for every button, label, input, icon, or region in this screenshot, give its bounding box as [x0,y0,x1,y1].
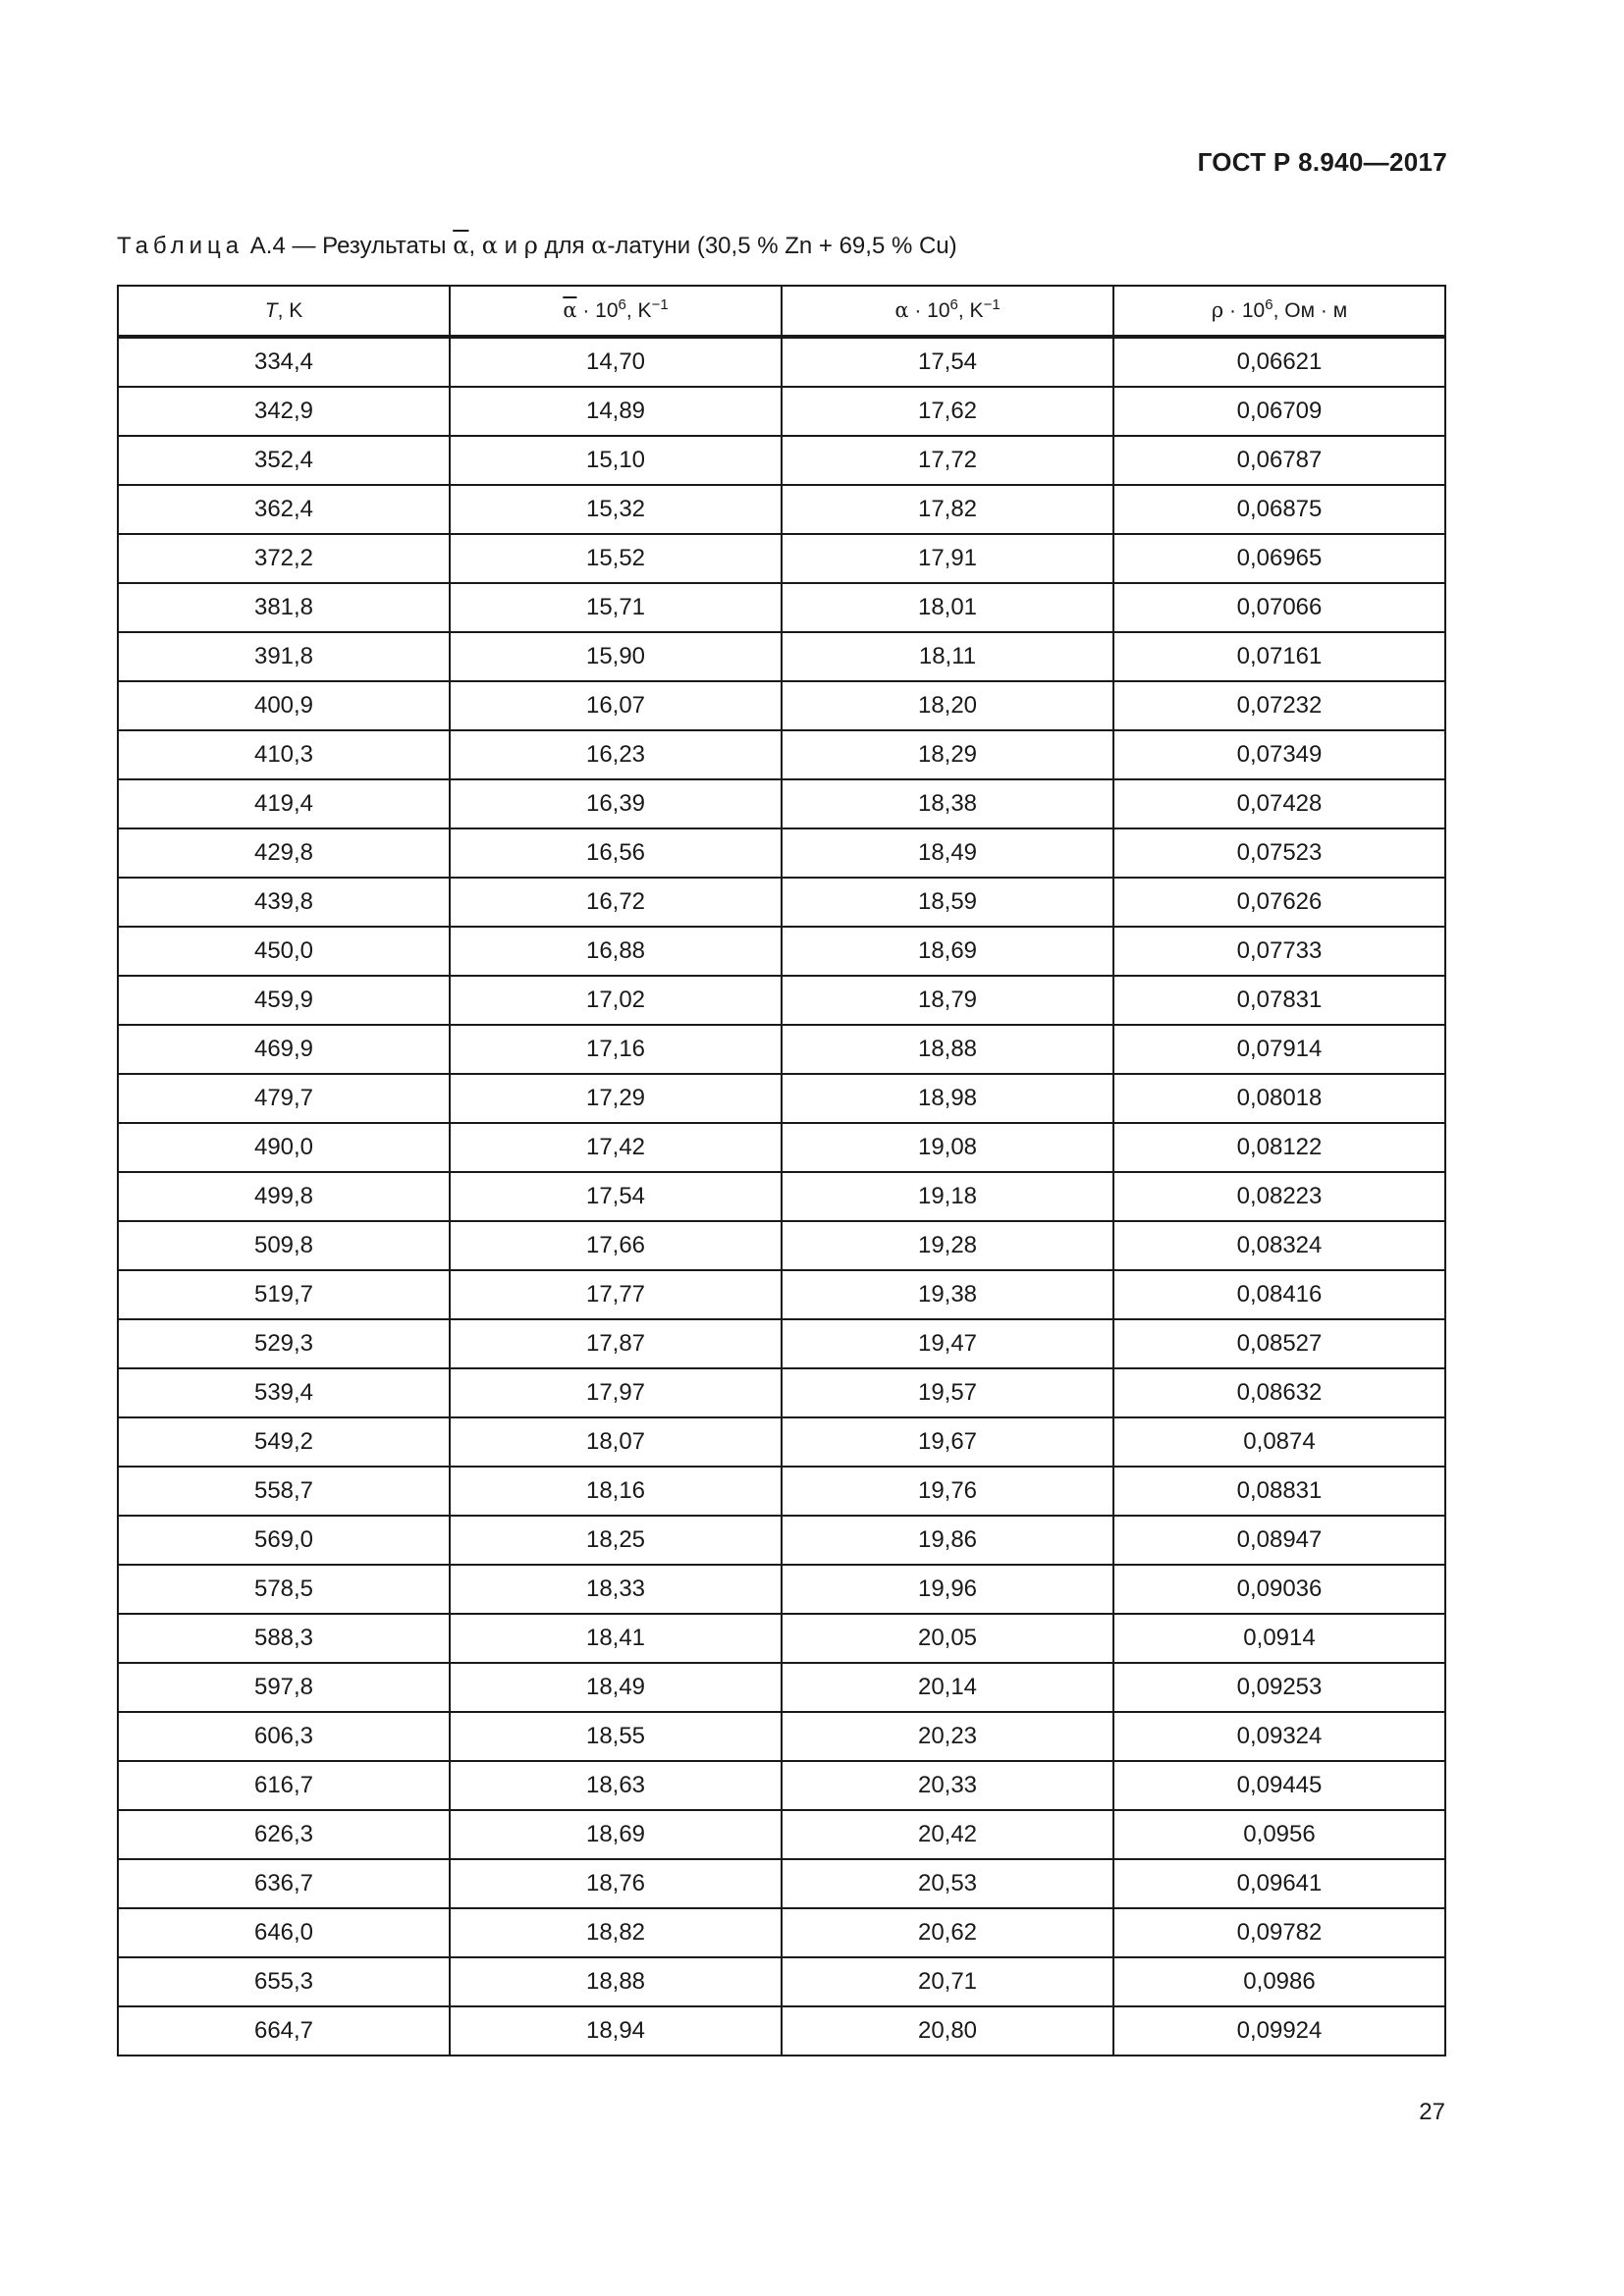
cell-alpha: 20,42 [782,1810,1113,1859]
cell-resistivity: 0,06965 [1113,534,1445,583]
cell-mean-alpha: 14,89 [450,387,782,436]
header-mean-alpha-factor: · 10 [576,299,619,322]
header-alpha-symbol: α [894,298,909,322]
cell-resistivity: 0,06621 [1113,337,1445,387]
table-row [118,927,1445,976]
cell-temperature: 342,9 [118,387,450,436]
cell-temperature: 410,3 [118,730,450,779]
cell-temperature: 578,5 [118,1565,450,1614]
cell-temperature: 597,8 [118,1663,450,1712]
header-temperature-unit: , K [277,298,303,322]
cell-mean-alpha: 16,88 [450,927,782,976]
cell-resistivity: 0,09782 [1113,1908,1445,1957]
cell-mean-alpha: 18,16 [450,1467,782,1516]
cell-temperature: 529,3 [118,1319,450,1368]
header-temperature [118,286,450,337]
cell-alpha: 20,71 [782,1957,1113,2006]
cell-resistivity: 0,08947 [1113,1516,1445,1565]
table-row [118,337,1445,387]
table-row [118,1516,1445,1565]
cell-temperature: 400,9 [118,681,450,730]
cell-alpha: 19,28 [782,1221,1113,1270]
cell-alpha: 18,49 [782,828,1113,878]
cell-resistivity: 0,07733 [1113,927,1445,976]
cell-mean-alpha: 18,41 [450,1614,782,1663]
cell-resistivity: 0,07066 [1113,583,1445,632]
cell-alpha: 17,82 [782,485,1113,534]
cell-alpha: 18,20 [782,681,1113,730]
cell-mean-alpha: 15,71 [450,583,782,632]
cell-mean-alpha: 18,76 [450,1859,782,1908]
table-row [118,1957,1445,2006]
cell-resistivity: 0,09036 [1113,1565,1445,1614]
cell-alpha: 19,96 [782,1565,1113,1614]
cell-temperature: 334,4 [118,337,450,387]
cell-alpha: 19,76 [782,1467,1113,1516]
cell-alpha: 20,62 [782,1908,1113,1957]
table-row [118,828,1445,878]
cell-mean-alpha: 18,82 [450,1908,782,1957]
cell-temperature: 626,3 [118,1810,450,1859]
table-row [118,1712,1445,1761]
cell-mean-alpha: 18,94 [450,2006,782,2056]
cell-mean-alpha: 17,87 [450,1319,782,1368]
caption-conj: и [504,233,518,259]
cell-mean-alpha: 18,49 [450,1663,782,1712]
cell-resistivity: 0,08122 [1113,1123,1445,1172]
cell-temperature: 490,0 [118,1123,450,1172]
table-row [118,1859,1445,1908]
table-row [118,1908,1445,1957]
cell-mean-alpha: 14,70 [450,337,782,387]
cell-resistivity: 0,08223 [1113,1172,1445,1221]
cell-temperature: 606,3 [118,1712,450,1761]
cell-resistivity: 0,08632 [1113,1368,1445,1417]
cell-temperature: 569,0 [118,1516,450,1565]
cell-resistivity: 0,06709 [1113,387,1445,436]
cell-resistivity: 0,0956 [1113,1810,1445,1859]
table-row [118,779,1445,828]
cell-alpha: 18,38 [782,779,1113,828]
cell-alpha: 18,88 [782,1025,1113,1074]
cell-temperature: 391,8 [118,632,450,681]
cell-mean-alpha: 18,25 [450,1516,782,1565]
cell-resistivity: 0,08018 [1113,1074,1445,1123]
cell-alpha: 19,57 [782,1368,1113,1417]
caption-alpha-mean: $\overline{\alpha}$ [453,232,469,259]
header-resistivity-symbol: ρ [1211,298,1224,322]
header-mean-alpha-unit: , K [625,299,652,322]
header-alpha-unit: , K [957,299,984,322]
cell-temperature: 519,7 [118,1270,450,1319]
cell-resistivity: 0,07428 [1113,779,1445,828]
table-row [118,436,1445,485]
cell-alpha: 20,53 [782,1859,1113,1908]
cell-mean-alpha: 15,90 [450,632,782,681]
cell-alpha: 18,01 [782,583,1113,632]
table-row [118,1074,1445,1123]
cell-alpha: 18,59 [782,878,1113,927]
header-resistivity [1113,286,1445,337]
cell-mean-alpha: 18,69 [450,1810,782,1859]
cell-alpha: 18,98 [782,1074,1113,1123]
cell-resistivity: 0,07831 [1113,976,1445,1025]
table-row [118,730,1445,779]
cell-resistivity: 0,0986 [1113,1957,1445,2006]
cell-mean-alpha: 15,32 [450,485,782,534]
table-row [118,1319,1445,1368]
header-temperature-symbol: T [264,298,278,322]
cell-alpha: 20,80 [782,2006,1113,2056]
header-resistivity-unit: , Ом · м [1272,299,1348,322]
cell-temperature: 429,8 [118,828,450,878]
document-code: ГОСТ Р 8.940—2017 [1197,147,1447,177]
cell-alpha: 19,86 [782,1516,1113,1565]
cell-resistivity: 0,07349 [1113,730,1445,779]
cell-mean-alpha: 18,55 [450,1712,782,1761]
cell-resistivity: 0,09324 [1113,1712,1445,1761]
cell-alpha: 19,08 [782,1123,1113,1172]
table-row [118,1663,1445,1712]
cell-temperature: 558,7 [118,1467,450,1516]
cell-mean-alpha: 15,52 [450,534,782,583]
cell-mean-alpha: 18,33 [450,1565,782,1614]
cell-mean-alpha: 16,07 [450,681,782,730]
cell-mean-alpha: 18,07 [450,1417,782,1467]
table-header-row [118,286,1445,337]
cell-resistivity: 0,07232 [1113,681,1445,730]
cell-temperature: 499,8 [118,1172,450,1221]
table-row [118,1810,1445,1859]
cell-mean-alpha: 17,77 [450,1270,782,1319]
table-row [118,387,1445,436]
cell-mean-alpha: 16,39 [450,779,782,828]
header-alpha-factor: · 10 [908,299,950,322]
cell-alpha: 20,14 [782,1663,1113,1712]
table-row [118,583,1445,632]
table-row [118,1417,1445,1467]
cell-alpha: 20,23 [782,1712,1113,1761]
cell-temperature: 664,7 [118,2006,450,2056]
header-resistivity-power: 6 [1265,296,1273,313]
cell-resistivity: 0,09253 [1113,1663,1445,1712]
results-table [117,285,1446,2056]
caption-number: А.4 — Результаты [249,233,447,259]
table-body [118,337,1445,2056]
cell-temperature: 539,4 [118,1368,450,1417]
cell-temperature: 459,9 [118,976,450,1025]
table-row [118,2006,1445,2056]
table-row [118,1614,1445,1663]
cell-alpha: 19,18 [782,1172,1113,1221]
cell-alpha: 18,79 [782,976,1113,1025]
cell-resistivity: 0,08831 [1113,1467,1445,1516]
cell-resistivity: 0,07626 [1113,878,1445,927]
caption-separator: , [468,233,476,259]
cell-alpha: 19,67 [782,1417,1113,1467]
cell-mean-alpha: 18,88 [450,1957,782,2006]
cell-temperature: 636,7 [118,1859,450,1908]
table-row [118,1368,1445,1417]
cell-temperature: 616,7 [118,1761,450,1810]
caption-alpha: α [481,232,498,259]
cell-alpha: 18,11 [782,632,1113,681]
cell-resistivity: 0,09641 [1113,1859,1445,1908]
cell-resistivity: 0,0874 [1113,1417,1445,1467]
cell-mean-alpha: 17,97 [450,1368,782,1417]
cell-alpha: 17,54 [782,337,1113,387]
cell-temperature: 381,8 [118,583,450,632]
cell-mean-alpha: 17,66 [450,1221,782,1270]
header-mean-alpha-unit-power: −1 [651,296,669,313]
table-row [118,1761,1445,1810]
header-mean-alpha-power: 6 [618,296,626,313]
table-row [118,976,1445,1025]
header-alpha [782,286,1113,337]
cell-mean-alpha: 17,16 [450,1025,782,1074]
cell-mean-alpha: 18,63 [450,1761,782,1810]
cell-mean-alpha: 17,29 [450,1074,782,1123]
table-row [118,485,1445,534]
header-alpha-unit-power: −1 [983,296,1001,313]
cell-temperature: 655,3 [118,1957,450,2006]
caption-for: для [544,233,585,259]
cell-alpha: 19,38 [782,1270,1113,1319]
table-row [118,878,1445,927]
table-caption [117,232,957,260]
cell-mean-alpha: 17,02 [450,976,782,1025]
table-row [118,1025,1445,1074]
caption-label: Таблица [117,233,244,259]
table-row [118,1467,1445,1516]
cell-temperature: 372,2 [118,534,450,583]
cell-temperature: 479,7 [118,1074,450,1123]
table-row [118,1270,1445,1319]
cell-temperature: 646,0 [118,1908,450,1957]
cell-alpha: 17,91 [782,534,1113,583]
cell-alpha: 20,05 [782,1614,1113,1663]
page-number: 27 [1419,2099,1445,2125]
cell-mean-alpha: 17,54 [450,1172,782,1221]
cell-resistivity: 0,06787 [1113,436,1445,485]
cell-alpha: 17,62 [782,387,1113,436]
cell-resistivity: 0,0914 [1113,1614,1445,1663]
cell-alpha: 19,47 [782,1319,1113,1368]
cell-temperature: 588,3 [118,1614,450,1663]
cell-mean-alpha: 17,42 [450,1123,782,1172]
cell-temperature: 509,8 [118,1221,450,1270]
cell-mean-alpha: 16,23 [450,730,782,779]
cell-resistivity: 0,07523 [1113,828,1445,878]
table-row [118,1123,1445,1172]
cell-temperature: 439,8 [118,878,450,927]
cell-resistivity: 0,08527 [1113,1319,1445,1368]
header-resistivity-factor: · 10 [1223,299,1266,322]
header-mean-alpha-symbol: $\overline{\alpha}$ [563,298,577,322]
caption-material: -латуни (30,5 % Zn + 69,5 % Cu) [607,233,957,259]
caption-rho: ρ [523,232,538,259]
cell-resistivity: 0,09924 [1113,2006,1445,2056]
cell-resistivity: 0,07914 [1113,1025,1445,1074]
cell-temperature: 362,4 [118,485,450,534]
cell-resistivity: 0,09445 [1113,1761,1445,1810]
cell-mean-alpha: 15,10 [450,436,782,485]
cell-temperature: 469,9 [118,1025,450,1074]
caption-alpha-prefix: α [591,232,608,259]
cell-alpha: 18,29 [782,730,1113,779]
cell-resistivity: 0,08416 [1113,1270,1445,1319]
table-row [118,1565,1445,1614]
cell-alpha: 18,69 [782,927,1113,976]
cell-mean-alpha: 16,56 [450,828,782,878]
cell-temperature: 549,2 [118,1417,450,1467]
cell-alpha: 17,72 [782,436,1113,485]
cell-temperature: 419,4 [118,779,450,828]
table-row [118,1221,1445,1270]
cell-temperature: 450,0 [118,927,450,976]
cell-alpha: 20,33 [782,1761,1113,1810]
cell-resistivity: 0,08324 [1113,1221,1445,1270]
cell-mean-alpha: 16,72 [450,878,782,927]
cell-resistivity: 0,07161 [1113,632,1445,681]
table-row [118,632,1445,681]
table-row [118,534,1445,583]
table-row [118,681,1445,730]
header-alpha-power: 6 [949,296,958,313]
cell-temperature: 352,4 [118,436,450,485]
cell-resistivity: 0,06875 [1113,485,1445,534]
table-row [118,1172,1445,1221]
header-mean-alpha [450,286,782,337]
